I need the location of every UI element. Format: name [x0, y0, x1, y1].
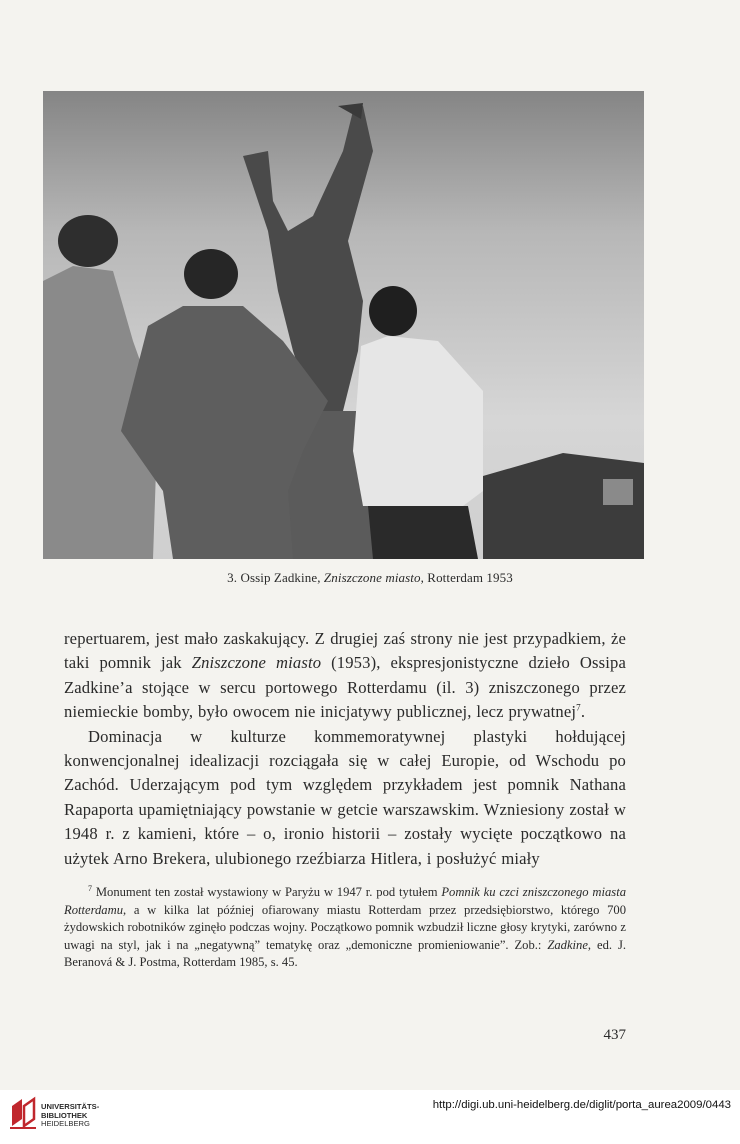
- page-number: 437: [603, 1027, 626, 1043]
- paragraph-1: [64, 627, 626, 725]
- library-logo-icon[interactable]: [8, 1096, 38, 1135]
- library-line-1: UNIVERSITÄTS-: [41, 1102, 100, 1111]
- footnote-ref[interactable]: 7: [576, 702, 581, 713]
- caption-prefix: 3. Ossip Zadkine,: [227, 570, 324, 585]
- photo-illustration: [43, 91, 644, 559]
- footnote-title-1: Pomnik ku czci zniszczonego miasta Rotterdamu: [64, 885, 626, 917]
- footnote-text-c: , ed. J. Beranová & J. Postma, Rotterdam 1985, s. 45.: [64, 937, 626, 970]
- paragraph-2: Dominacja w kulturze kommemoratywnej plastyki hołdującej konwencjonalnej idealizacji rozciągała się w całej Europie, od Wschodu po Zachód. Uderzającym pod tym względem przykładem jest pomnik Nathana Rapaporta upamiętniający powstanie w getcie warszawskim. Wzniesiony został w 1948 r. z kamieni, które – o, ironio historii – zostały wycięte początkowo na użytek Arno Brekera, ulubionego rzeźbiarza Hitlera, i posłużyć miały: [64, 726, 626, 868]
- caption-title: Zniszczone miasto: [323, 570, 421, 585]
- library-line-2: BIBLIOTHEK: [41, 1110, 88, 1120]
- footnote-text-b: , a w kilka lat później ofiarowany miastu Rotterdam przez przedsiębiorstwo, którego 700 żydowskich robotników zginęło podczas wojny. Początkowo pomnik wzbudził liczne głosy krytyki, zarówno z uwagi na styl, jak i na „negatywną” tematykę oraz „demoniczne promieniowanie”. Zob.:: [64, 902, 626, 952]
- footnote-number: 7: [88, 883, 92, 893]
- source-url-link[interactable]: http://digi.ub.uni-heidelberg.de/diglit/porta_aurea2009/0443: [432, 1099, 731, 1111]
- footnote: [64, 884, 626, 972]
- footnote-title-2: Zadkine: [547, 937, 588, 952]
- library-name: [41, 1103, 99, 1129]
- p1-text-c: .: [580, 702, 586, 722]
- p1-text-a: repertuarem, jest mało zaskakujący. Z drugiej zaś strony nie jest przypadkiem, że taki pomnik jak: [64, 629, 626, 673]
- p1-text-b: (1953), ekspresjonistyczne dzieło Ossipa Zadkine’a stojące w sercu portowego Rotterdamu (il. 3) zniszczonego przez niemieckie bomby, było owocem nie inicjatywy publicznej, lecz prywatnej: [64, 653, 626, 722]
- figure-caption: [0, 570, 740, 586]
- p1-title: Zniszczone miasto: [191, 653, 322, 673]
- figure-photo: [43, 91, 644, 559]
- library-line-3: HEIDELBERG: [41, 1119, 90, 1129]
- footnote-text-a: Monument ten został wystawiony w Paryżu w 1947 r. pod tytułem: [92, 885, 442, 899]
- body-text: [64, 627, 626, 871]
- caption-suffix: , Rotterdam 1953: [420, 570, 513, 585]
